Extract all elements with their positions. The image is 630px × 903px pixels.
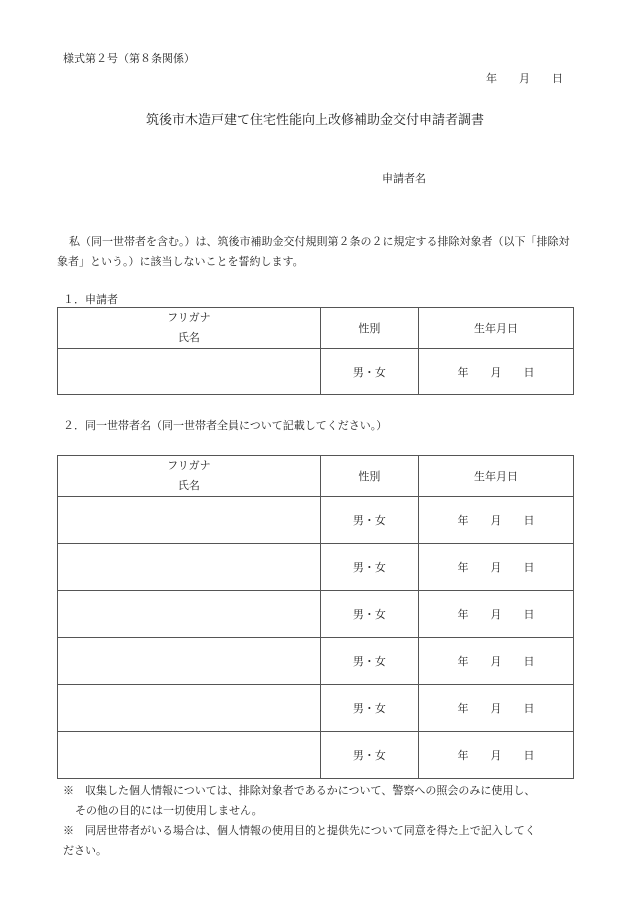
birth-month-label: 月 [490,608,502,621]
name-input-cell[interactable] [58,638,321,685]
birth-month-label: 月 [490,365,502,379]
birthdate-cell[interactable] [419,732,574,779]
birth-day-label: 日 [523,561,535,574]
name-input-cell[interactable] [58,349,321,395]
name-header: 氏名 [177,479,200,492]
gender-header: 性別 [320,456,418,497]
consent-note-line2: ださい。 [63,844,107,857]
consent-note-line1: ※ 同居世帯者がいる場合は、個人情報の使用目的と提供先について同意を得た上で記入してく [63,824,536,837]
document-title: 筑後市木造戸建て住宅性能向上改修補助金交付申請者調書 [145,113,484,128]
privacy-note [63,781,573,821]
gender-cell[interactable]: 男・女 [320,497,418,544]
name-header: 氏名 [177,331,200,344]
gender-cell[interactable]: 男・女 [320,591,418,638]
declaration-text: 私（同一世帯者を含む。）は、筑後市補助金交付規則第２条の２に規定する排除対象者（以下「排除対象者」という。）に該当しないことを誓約します。 [57,235,570,268]
birthdate-header: 生年月日 [419,308,574,349]
birth-day-label: 日 [523,608,535,621]
birth-month-label: 月 [490,702,502,715]
table-row [58,497,574,544]
birth-day-label: 日 [523,749,535,762]
birthdate-cell[interactable] [419,591,574,638]
birth-day-label: 日 [523,514,535,527]
gender-cell[interactable]: 男・女 [320,638,418,685]
gender-cell[interactable]: 男・女 [320,732,418,779]
birth-month-label: 月 [490,655,502,668]
table-row [58,349,574,395]
applicant-name-label: 申請者名 [382,172,426,185]
date-year-label: 年 [486,72,497,85]
gender-cell[interactable]: 男・女 [320,544,418,591]
household-table [57,455,574,779]
birth-year-label: 年 [457,365,469,379]
form-number: 様式第２号（第８条関係） [63,52,195,65]
table-row [58,591,574,638]
table-row [58,685,574,732]
birth-month-label: 月 [490,514,502,527]
privacy-note-line1: ※ 収集した個人情報については、排除対象者であるかについて、警察への照会のみに使用し、 [63,784,536,797]
birth-year-label: 年 [457,749,469,762]
birth-month-label: 月 [490,749,502,762]
birthdate-cell[interactable] [419,497,574,544]
table-header-row [58,308,574,349]
name-header-cell [58,308,321,349]
furigana-header: フリガナ [167,459,211,472]
birthdate-cell[interactable] [419,685,574,732]
applicant-table [57,307,574,395]
birth-year-label: 年 [457,702,469,715]
section2-heading: ２．同一世帯者名（同一世帯者全員について記載してください。） [63,419,388,432]
birthdate-cell[interactable] [419,544,574,591]
birth-day-label: 日 [523,702,535,715]
birth-year-label: 年 [457,608,469,621]
birthdate-header: 生年月日 [419,456,574,497]
submission-date [486,70,563,86]
birth-year-label: 年 [457,561,469,574]
table-row [58,638,574,685]
birthdate-cell[interactable] [419,349,574,395]
date-month-label: 月 [519,72,530,85]
gender-header: 性別 [320,308,418,349]
consent-note [63,821,573,861]
name-input-cell[interactable] [58,685,321,732]
birth-month-label: 月 [490,561,502,574]
gender-cell[interactable]: 男・女 [320,349,418,395]
name-input-cell[interactable] [58,591,321,638]
section1-heading: １．申請者 [63,293,118,306]
birth-day-label: 日 [523,365,535,379]
birth-day-label: 日 [523,655,535,668]
date-day-label: 日 [552,72,563,85]
name-input-cell[interactable] [58,732,321,779]
privacy-note-line2: その他の目的には一切使用しません。 [75,804,263,817]
name-header-cell [58,456,321,497]
table-row [58,732,574,779]
name-input-cell[interactable] [58,544,321,591]
gender-cell[interactable]: 男・女 [320,685,418,732]
furigana-header: フリガナ [167,311,211,324]
table-row [58,544,574,591]
table-header-row [58,456,574,497]
birth-year-label: 年 [457,655,469,668]
birth-year-label: 年 [457,514,469,527]
name-input-cell[interactable] [58,497,321,544]
birthdate-cell[interactable] [419,638,574,685]
